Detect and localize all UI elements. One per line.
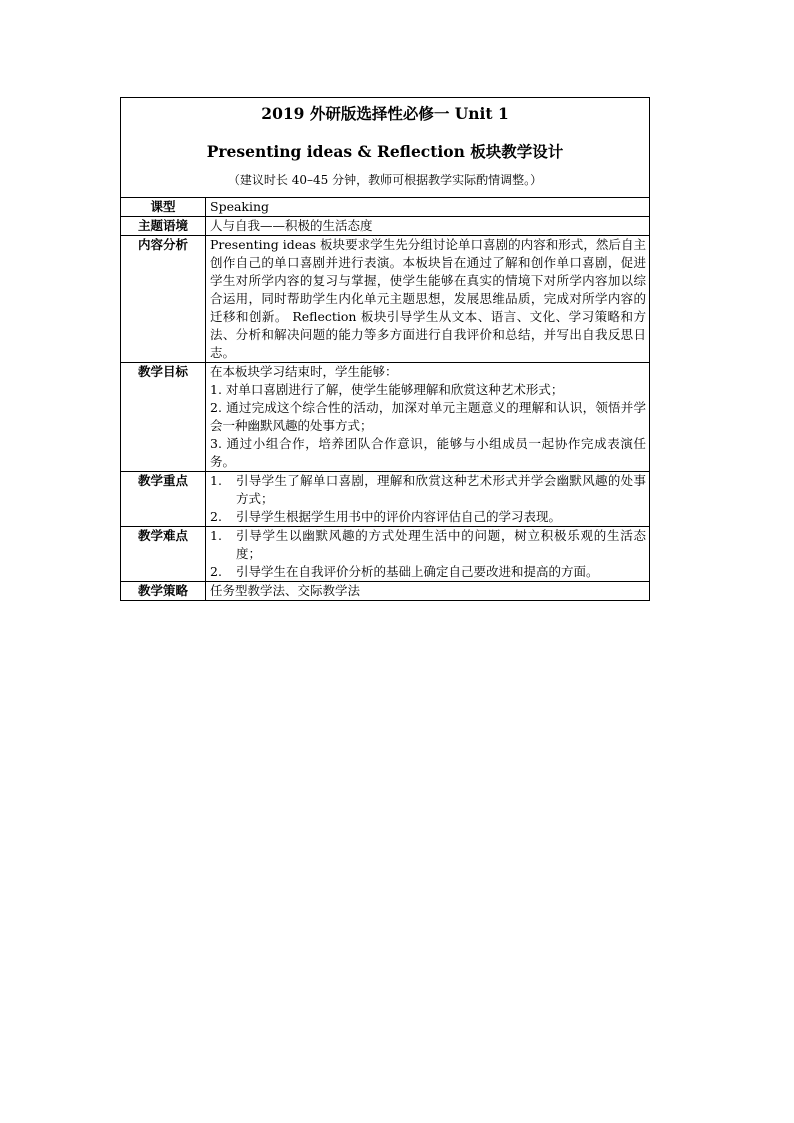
label-lesson-type: 课型 bbox=[121, 198, 206, 217]
value-key-points bbox=[206, 472, 650, 527]
list-item bbox=[210, 508, 646, 526]
list-item-text: 引导学生在自我评价分析的基础上确定自己要改进和提高的方面。 bbox=[236, 564, 599, 579]
document-title: 2019 外研版选择性必修一 Unit 1 bbox=[261, 104, 509, 123]
list-item-number: 2. bbox=[210, 564, 222, 579]
row-content-analysis bbox=[121, 236, 650, 363]
value-objectives bbox=[206, 363, 650, 472]
duration-note: （建议时长 40–45 分钟，教师可根据教学实际酌情调整。） bbox=[227, 173, 543, 187]
difficulties-list bbox=[210, 527, 646, 581]
value-strategy: 任务型教学法、交际教学法 bbox=[206, 582, 650, 601]
objective-item: 2. 通过完成这个综合性的活动，加深对单元主题意义的理解和认识，领悟并学会一种幽默风趣的处事方式； bbox=[210, 400, 647, 433]
label-strategy: 教学策略 bbox=[121, 582, 206, 601]
title-cell bbox=[121, 98, 650, 198]
value-content-analysis: Presenting ideas 板块要求学生先分组讨论单口喜剧的内容和形式，然后自主创作自己的单口喜剧并进行表演。本板块旨在通过了解和创作单口喜剧，促进学生对所学内容的复习与掌握，使学生能够在真实的情境下对所学内容加以综合运用，同时帮助学生内化单元主题思想，发展思维品质，完成对所学内容的迁移和创新。 Reflection 板块引导学生从文本、语言、文化、学习策略和方法、分析和解决问题的能力等多方面进行自我评价和总结，并写出自我反思日志。 bbox=[206, 236, 650, 363]
value-theme: 人与自我——积极的生活态度 bbox=[206, 217, 650, 236]
row-theme bbox=[121, 217, 650, 236]
lesson-plan-table bbox=[120, 97, 650, 601]
title-row bbox=[121, 98, 650, 198]
label-theme: 主题语境 bbox=[121, 217, 206, 236]
value-difficulties bbox=[206, 527, 650, 582]
list-item-text: 引导学生以幽默风趣的方式处理生活中的问题，树立积极乐观的生活态度； bbox=[236, 528, 647, 561]
value-lesson-type: Speaking bbox=[206, 198, 650, 217]
label-key-points: 教学重点 bbox=[121, 472, 206, 527]
row-strategy bbox=[121, 582, 650, 601]
list-item-number: 1. bbox=[210, 473, 222, 488]
objective-item: 1. 对单口喜剧进行了解，使学生能够理解和欣赏这种艺术形式； bbox=[210, 382, 564, 397]
label-difficulties: 教学难点 bbox=[121, 527, 206, 582]
objective-item: 3. 通过小组合作，培养团队合作意识，能够与小组成员一起协作完成表演任务。 bbox=[210, 436, 647, 469]
document-subtitle: Presenting ideas & Reflection 板块教学设计 bbox=[206, 142, 564, 161]
row-objectives bbox=[121, 363, 650, 472]
list-item bbox=[210, 472, 646, 508]
list-item-number: 2. bbox=[210, 509, 222, 524]
key-points-list bbox=[210, 472, 646, 526]
row-difficulties bbox=[121, 527, 650, 582]
label-content-analysis: 内容分析 bbox=[121, 236, 206, 363]
lesson-plan-document bbox=[120, 97, 649, 601]
list-item bbox=[210, 527, 646, 563]
row-key-points bbox=[121, 472, 650, 527]
objectives-intro: 在本板块学习结束时，学生能够： bbox=[210, 364, 398, 379]
list-item-text: 引导学生根据学生用书中的评价内容评估自己的学习表现。 bbox=[236, 509, 562, 524]
row-lesson-type bbox=[121, 198, 650, 217]
label-objectives: 教学目标 bbox=[121, 363, 206, 472]
list-item-text: 引导学生了解单口喜剧，理解和欣赏这种艺术形式并学会幽默风趣的处事方式； bbox=[236, 473, 647, 506]
list-item-number: 1. bbox=[210, 528, 222, 543]
list-item bbox=[210, 563, 646, 581]
